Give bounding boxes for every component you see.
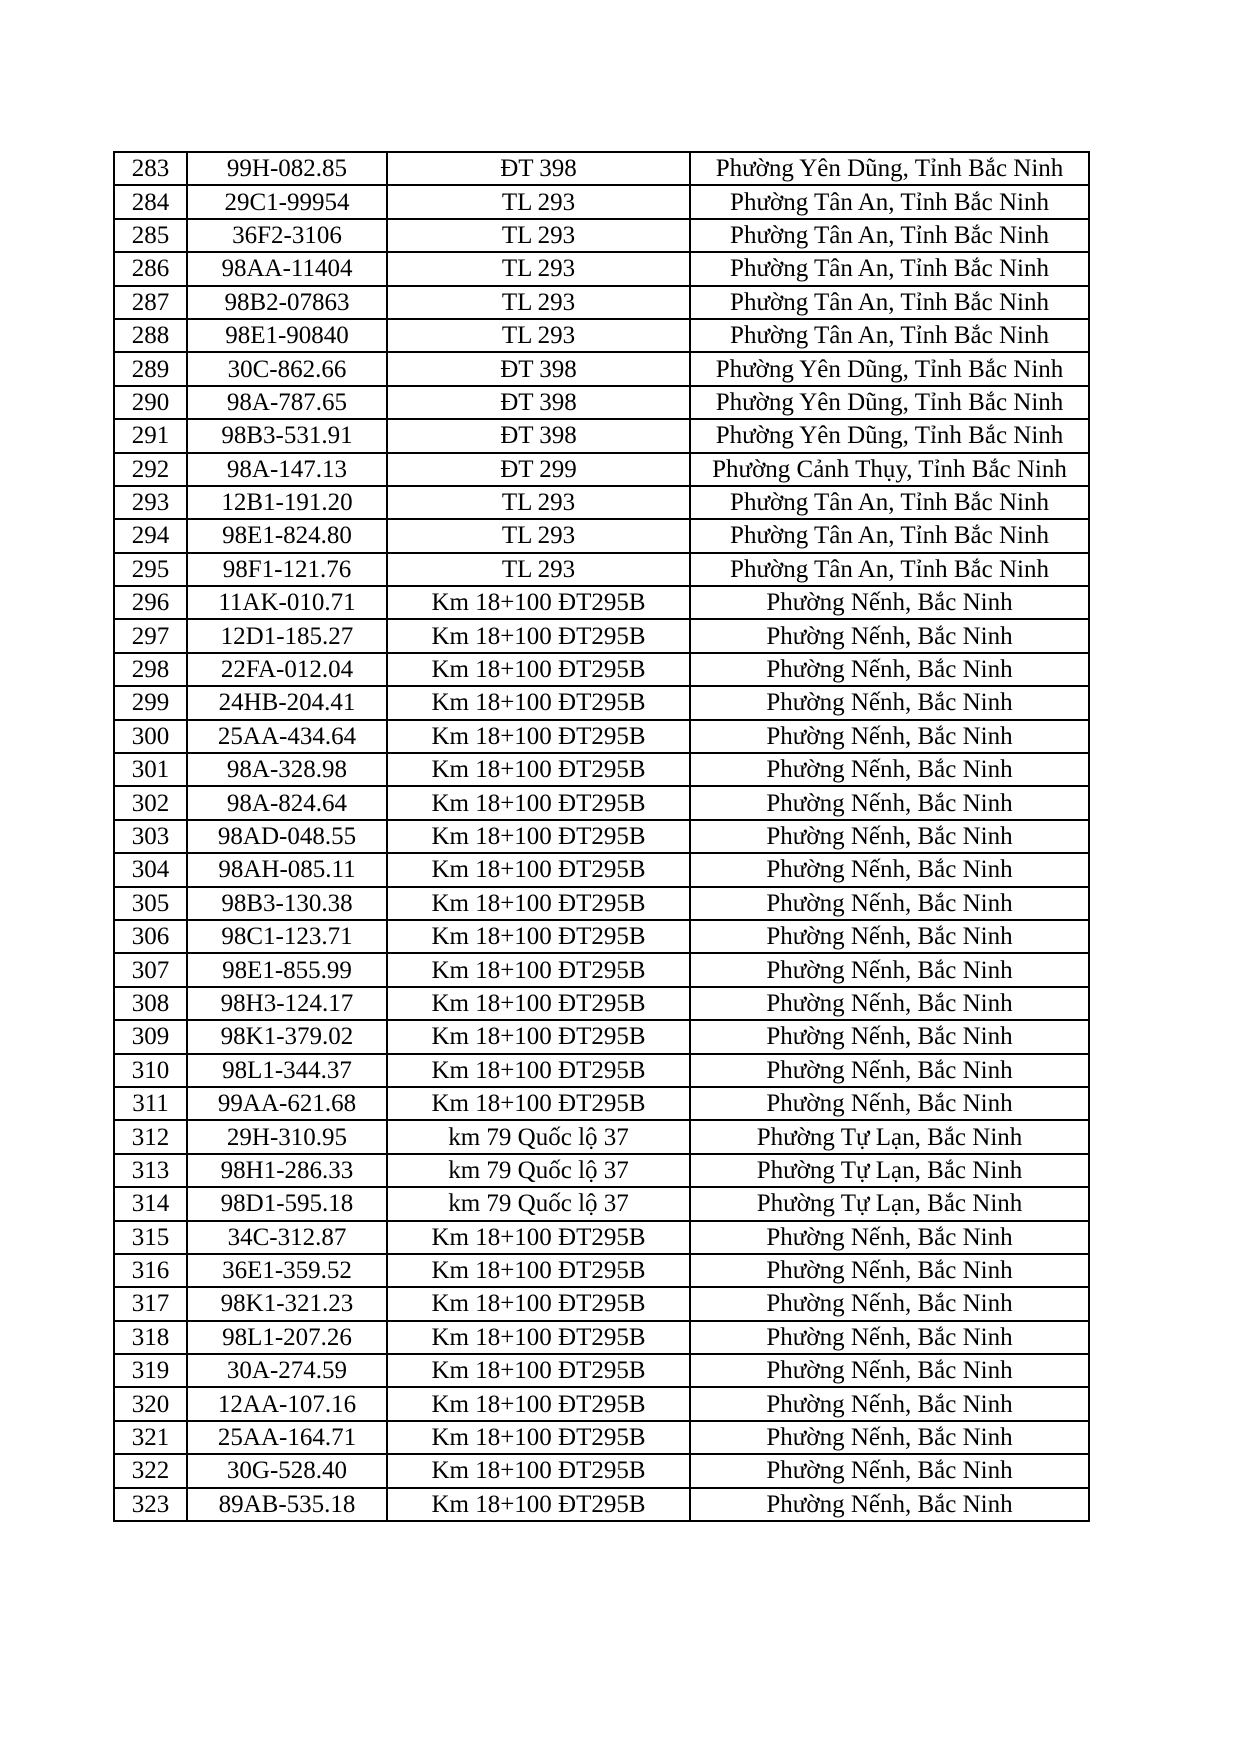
row-number-cell: 284 bbox=[114, 185, 187, 218]
violation-location-cell: Km 18+100 ĐT295B bbox=[387, 887, 690, 920]
table-row bbox=[114, 720, 1089, 753]
table-row bbox=[114, 1254, 1089, 1287]
ward-cell: Phường Tân An, Tỉnh Bắc Ninh bbox=[690, 286, 1089, 319]
table-row bbox=[114, 920, 1089, 953]
table-row bbox=[114, 1488, 1089, 1521]
row-number-cell: 300 bbox=[114, 720, 187, 753]
violation-location-cell: Km 18+100 ĐT295B bbox=[387, 1454, 690, 1487]
table-row bbox=[114, 987, 1089, 1020]
ward-cell: Phường Nếnh, Bắc Ninh bbox=[690, 1354, 1089, 1387]
table-row bbox=[114, 953, 1089, 986]
violation-location-cell: TL 293 bbox=[387, 252, 690, 285]
table-row bbox=[114, 586, 1089, 619]
row-number-cell: 301 bbox=[114, 753, 187, 786]
violation-location-cell: Km 18+100 ĐT295B bbox=[387, 619, 690, 652]
violation-location-cell: Km 18+100 ĐT295B bbox=[387, 820, 690, 853]
license-plate-cell: 98A-328.98 bbox=[187, 753, 387, 786]
license-plate-cell: 30G-528.40 bbox=[187, 1454, 387, 1487]
license-plate-cell: 98A-824.64 bbox=[187, 786, 387, 819]
ward-cell: Phường Cảnh Thụy, Tỉnh Bắc Ninh bbox=[690, 453, 1089, 486]
ward-cell: Phường Yên Dũng, Tỉnh Bắc Ninh bbox=[690, 352, 1089, 385]
license-plate-cell: 98H1-286.33 bbox=[187, 1154, 387, 1187]
violation-location-cell: km 79 Quốc lộ 37 bbox=[387, 1120, 690, 1153]
table-row bbox=[114, 820, 1089, 853]
license-plate-cell: 34C-312.87 bbox=[187, 1221, 387, 1254]
license-plate-cell: 98L1-207.26 bbox=[187, 1321, 387, 1354]
violation-location-cell: ĐT 398 bbox=[387, 419, 690, 452]
license-plate-cell: 98A-787.65 bbox=[187, 386, 387, 419]
violation-location-cell: TL 293 bbox=[387, 519, 690, 552]
row-number-cell: 302 bbox=[114, 786, 187, 819]
row-number-cell: 298 bbox=[114, 653, 187, 686]
ward-cell: Phường Nếnh, Bắc Ninh bbox=[690, 1254, 1089, 1287]
table-row bbox=[114, 853, 1089, 886]
table-row bbox=[114, 1354, 1089, 1387]
row-number-cell: 287 bbox=[114, 286, 187, 319]
license-plate-cell: 98H3-124.17 bbox=[187, 987, 387, 1020]
license-plate-cell: 98F1-121.76 bbox=[187, 553, 387, 586]
table-row bbox=[114, 219, 1089, 252]
table-row bbox=[114, 152, 1089, 185]
violation-location-cell: TL 293 bbox=[387, 185, 690, 218]
row-number-cell: 309 bbox=[114, 1020, 187, 1053]
row-number-cell: 312 bbox=[114, 1120, 187, 1153]
row-number-cell: 291 bbox=[114, 419, 187, 452]
license-plate-cell: 29C1-99954 bbox=[187, 185, 387, 218]
violation-location-cell: Km 18+100 ĐT295B bbox=[387, 1054, 690, 1087]
license-plate-cell: 98E1-824.80 bbox=[187, 519, 387, 552]
row-number-cell: 322 bbox=[114, 1454, 187, 1487]
table-row bbox=[114, 1421, 1089, 1454]
license-plate-cell: 98C1-123.71 bbox=[187, 920, 387, 953]
violation-location-cell: TL 293 bbox=[387, 319, 690, 352]
ward-cell: Phường Nếnh, Bắc Ninh bbox=[690, 1087, 1089, 1120]
row-number-cell: 323 bbox=[114, 1488, 187, 1521]
license-plate-cell: 12D1-185.27 bbox=[187, 619, 387, 652]
row-number-cell: 294 bbox=[114, 519, 187, 552]
ward-cell: Phường Tân An, Tỉnh Bắc Ninh bbox=[690, 219, 1089, 252]
row-number-cell: 288 bbox=[114, 319, 187, 352]
ward-cell: Phường Yên Dũng, Tỉnh Bắc Ninh bbox=[690, 386, 1089, 419]
table-row bbox=[114, 252, 1089, 285]
row-number-cell: 306 bbox=[114, 920, 187, 953]
table-row bbox=[114, 1287, 1089, 1320]
table-row bbox=[114, 1454, 1089, 1487]
violation-location-cell: TL 293 bbox=[387, 553, 690, 586]
table-row bbox=[114, 453, 1089, 486]
ward-cell: Phường Nếnh, Bắc Ninh bbox=[690, 686, 1089, 719]
row-number-cell: 297 bbox=[114, 619, 187, 652]
row-number-cell: 320 bbox=[114, 1387, 187, 1420]
ward-cell: Phường Nếnh, Bắc Ninh bbox=[690, 853, 1089, 886]
violation-location-cell: Km 18+100 ĐT295B bbox=[387, 1488, 690, 1521]
table-row bbox=[114, 786, 1089, 819]
row-number-cell: 310 bbox=[114, 1054, 187, 1087]
row-number-cell: 313 bbox=[114, 1154, 187, 1187]
row-number-cell: 308 bbox=[114, 987, 187, 1020]
license-plate-cell: 98E1-90840 bbox=[187, 319, 387, 352]
violation-location-cell: Km 18+100 ĐT295B bbox=[387, 853, 690, 886]
license-plate-cell: 36F2-3106 bbox=[187, 219, 387, 252]
ward-cell: Phường Nếnh, Bắc Ninh bbox=[690, 1387, 1089, 1420]
ward-cell: Phường Nếnh, Bắc Ninh bbox=[690, 1287, 1089, 1320]
license-plate-cell: 98D1-595.18 bbox=[187, 1187, 387, 1220]
row-number-cell: 295 bbox=[114, 553, 187, 586]
ward-cell: Phường Nếnh, Bắc Ninh bbox=[690, 653, 1089, 686]
ward-cell: Phường Tân An, Tỉnh Bắc Ninh bbox=[690, 519, 1089, 552]
violation-location-cell: Km 18+100 ĐT295B bbox=[387, 1387, 690, 1420]
row-number-cell: 293 bbox=[114, 486, 187, 519]
row-number-cell: 299 bbox=[114, 686, 187, 719]
row-number-cell: 305 bbox=[114, 887, 187, 920]
ward-cell: Phường Nếnh, Bắc Ninh bbox=[690, 586, 1089, 619]
license-plate-cell: 99AA-621.68 bbox=[187, 1087, 387, 1120]
row-number-cell: 292 bbox=[114, 453, 187, 486]
violation-location-cell: Km 18+100 ĐT295B bbox=[387, 686, 690, 719]
row-number-cell: 290 bbox=[114, 386, 187, 419]
ward-cell: Phường Nếnh, Bắc Ninh bbox=[690, 920, 1089, 953]
ward-cell: Phường Tân An, Tỉnh Bắc Ninh bbox=[690, 486, 1089, 519]
license-plate-cell: 89AB-535.18 bbox=[187, 1488, 387, 1521]
table-row bbox=[114, 1087, 1089, 1120]
table-row bbox=[114, 1221, 1089, 1254]
violation-location-cell: Km 18+100 ĐT295B bbox=[387, 1354, 690, 1387]
violation-location-cell: ĐT 398 bbox=[387, 352, 690, 385]
row-number-cell: 286 bbox=[114, 252, 187, 285]
license-plate-cell: 24HB-204.41 bbox=[187, 686, 387, 719]
license-plate-cell: 36E1-359.52 bbox=[187, 1254, 387, 1287]
table-row bbox=[114, 319, 1089, 352]
violation-location-cell: km 79 Quốc lộ 37 bbox=[387, 1187, 690, 1220]
ward-cell: Phường Nếnh, Bắc Ninh bbox=[690, 786, 1089, 819]
table-row bbox=[114, 1321, 1089, 1354]
ward-cell: Phường Tự Lạn, Bắc Ninh bbox=[690, 1154, 1089, 1187]
ward-cell: Phường Tự Lạn, Bắc Ninh bbox=[690, 1120, 1089, 1153]
violation-location-cell: TL 293 bbox=[387, 286, 690, 319]
table-row bbox=[114, 286, 1089, 319]
row-number-cell: 283 bbox=[114, 152, 187, 185]
ward-cell: Phường Yên Dũng, Tỉnh Bắc Ninh bbox=[690, 152, 1089, 185]
violation-location-cell: km 79 Quốc lộ 37 bbox=[387, 1154, 690, 1187]
license-plate-cell: 30C-862.66 bbox=[187, 352, 387, 385]
table-row bbox=[114, 419, 1089, 452]
violation-location-cell: Km 18+100 ĐT295B bbox=[387, 586, 690, 619]
ward-cell: Phường Tân An, Tỉnh Bắc Ninh bbox=[690, 553, 1089, 586]
ward-cell: Phường Tân An, Tỉnh Bắc Ninh bbox=[690, 185, 1089, 218]
table-row bbox=[114, 1120, 1089, 1153]
row-number-cell: 315 bbox=[114, 1221, 187, 1254]
violation-location-cell: Km 18+100 ĐT295B bbox=[387, 1020, 690, 1053]
violation-location-cell: ĐT 299 bbox=[387, 453, 690, 486]
table-row bbox=[114, 352, 1089, 385]
row-number-cell: 289 bbox=[114, 352, 187, 385]
table-row bbox=[114, 1154, 1089, 1187]
row-number-cell: 307 bbox=[114, 953, 187, 986]
violations-table bbox=[113, 151, 1090, 1522]
violation-location-cell: Km 18+100 ĐT295B bbox=[387, 953, 690, 986]
ward-cell: Phường Nếnh, Bắc Ninh bbox=[690, 720, 1089, 753]
license-plate-cell: 29H-310.95 bbox=[187, 1120, 387, 1153]
ward-cell: Phường Nếnh, Bắc Ninh bbox=[690, 619, 1089, 652]
table-row bbox=[114, 1054, 1089, 1087]
table-row bbox=[114, 753, 1089, 786]
license-plate-cell: 98K1-379.02 bbox=[187, 1020, 387, 1053]
row-number-cell: 317 bbox=[114, 1287, 187, 1320]
license-plate-cell: 30A-274.59 bbox=[187, 1354, 387, 1387]
violation-location-cell: Km 18+100 ĐT295B bbox=[387, 1221, 690, 1254]
violation-location-cell: ĐT 398 bbox=[387, 386, 690, 419]
ward-cell: Phường Nếnh, Bắc Ninh bbox=[690, 820, 1089, 853]
license-plate-cell: 98AA-11404 bbox=[187, 252, 387, 285]
license-plate-cell: 98AD-048.55 bbox=[187, 820, 387, 853]
ward-cell: Phường Yên Dũng, Tỉnh Bắc Ninh bbox=[690, 419, 1089, 452]
ward-cell: Phường Nếnh, Bắc Ninh bbox=[690, 753, 1089, 786]
violation-location-cell: Km 18+100 ĐT295B bbox=[387, 1254, 690, 1287]
ward-cell: Phường Nếnh, Bắc Ninh bbox=[690, 1054, 1089, 1087]
table-row bbox=[114, 1020, 1089, 1053]
ward-cell: Phường Nếnh, Bắc Ninh bbox=[690, 1421, 1089, 1454]
table-row bbox=[114, 686, 1089, 719]
ward-cell: Phường Nếnh, Bắc Ninh bbox=[690, 887, 1089, 920]
ward-cell: Phường Nếnh, Bắc Ninh bbox=[690, 1454, 1089, 1487]
row-number-cell: 321 bbox=[114, 1421, 187, 1454]
ward-cell: Phường Nếnh, Bắc Ninh bbox=[690, 987, 1089, 1020]
row-number-cell: 316 bbox=[114, 1254, 187, 1287]
violation-location-cell: ĐT 398 bbox=[387, 152, 690, 185]
violation-location-cell: Km 18+100 ĐT295B bbox=[387, 920, 690, 953]
license-plate-cell: 99H-082.85 bbox=[187, 152, 387, 185]
row-number-cell: 311 bbox=[114, 1087, 187, 1120]
license-plate-cell: 98B3-130.38 bbox=[187, 887, 387, 920]
table-row bbox=[114, 486, 1089, 519]
license-plate-cell: 98L1-344.37 bbox=[187, 1054, 387, 1087]
violation-location-cell: TL 293 bbox=[387, 486, 690, 519]
table-row bbox=[114, 619, 1089, 652]
violation-location-cell: Km 18+100 ĐT295B bbox=[387, 653, 690, 686]
license-plate-cell: 12AA-107.16 bbox=[187, 1387, 387, 1420]
table-body bbox=[114, 152, 1089, 1521]
table-row bbox=[114, 1387, 1089, 1420]
row-number-cell: 296 bbox=[114, 586, 187, 619]
row-number-cell: 314 bbox=[114, 1187, 187, 1220]
ward-cell: Phường Nếnh, Bắc Ninh bbox=[690, 1020, 1089, 1053]
ward-cell: Phường Nếnh, Bắc Ninh bbox=[690, 1221, 1089, 1254]
violation-location-cell: Km 18+100 ĐT295B bbox=[387, 720, 690, 753]
license-plate-cell: 11AK-010.71 bbox=[187, 586, 387, 619]
ward-cell: Phường Nếnh, Bắc Ninh bbox=[690, 953, 1089, 986]
ward-cell: Phường Nếnh, Bắc Ninh bbox=[690, 1488, 1089, 1521]
license-plate-cell: 98B2-07863 bbox=[187, 286, 387, 319]
violation-location-cell: TL 293 bbox=[387, 219, 690, 252]
license-plate-cell: 12B1-191.20 bbox=[187, 486, 387, 519]
license-plate-cell: 98A-147.13 bbox=[187, 453, 387, 486]
violation-location-cell: Km 18+100 ĐT295B bbox=[387, 1287, 690, 1320]
license-plate-cell: 98E1-855.99 bbox=[187, 953, 387, 986]
violation-location-cell: Km 18+100 ĐT295B bbox=[387, 1087, 690, 1120]
violation-location-cell: Km 18+100 ĐT295B bbox=[387, 1421, 690, 1454]
table-row bbox=[114, 653, 1089, 686]
table-row bbox=[114, 553, 1089, 586]
license-plate-cell: 22FA-012.04 bbox=[187, 653, 387, 686]
row-number-cell: 319 bbox=[114, 1354, 187, 1387]
row-number-cell: 304 bbox=[114, 853, 187, 886]
table-row bbox=[114, 386, 1089, 419]
violation-location-cell: Km 18+100 ĐT295B bbox=[387, 1321, 690, 1354]
license-plate-cell: 98K1-321.23 bbox=[187, 1287, 387, 1320]
row-number-cell: 318 bbox=[114, 1321, 187, 1354]
row-number-cell: 285 bbox=[114, 219, 187, 252]
license-plate-cell: 25AA-434.64 bbox=[187, 720, 387, 753]
violation-location-cell: Km 18+100 ĐT295B bbox=[387, 753, 690, 786]
license-plate-cell: 25AA-164.71 bbox=[187, 1421, 387, 1454]
license-plate-cell: 98B3-531.91 bbox=[187, 419, 387, 452]
table-row bbox=[114, 185, 1089, 218]
license-plate-cell: 98AH-085.11 bbox=[187, 853, 387, 886]
row-number-cell: 303 bbox=[114, 820, 187, 853]
table-row bbox=[114, 1187, 1089, 1220]
ward-cell: Phường Tân An, Tỉnh Bắc Ninh bbox=[690, 252, 1089, 285]
ward-cell: Phường Tự Lạn, Bắc Ninh bbox=[690, 1187, 1089, 1220]
violation-location-cell: Km 18+100 ĐT295B bbox=[387, 987, 690, 1020]
ward-cell: Phường Tân An, Tỉnh Bắc Ninh bbox=[690, 319, 1089, 352]
ward-cell: Phường Nếnh, Bắc Ninh bbox=[690, 1321, 1089, 1354]
table-row bbox=[114, 887, 1089, 920]
violation-location-cell: Km 18+100 ĐT295B bbox=[387, 786, 690, 819]
table-row bbox=[114, 519, 1089, 552]
